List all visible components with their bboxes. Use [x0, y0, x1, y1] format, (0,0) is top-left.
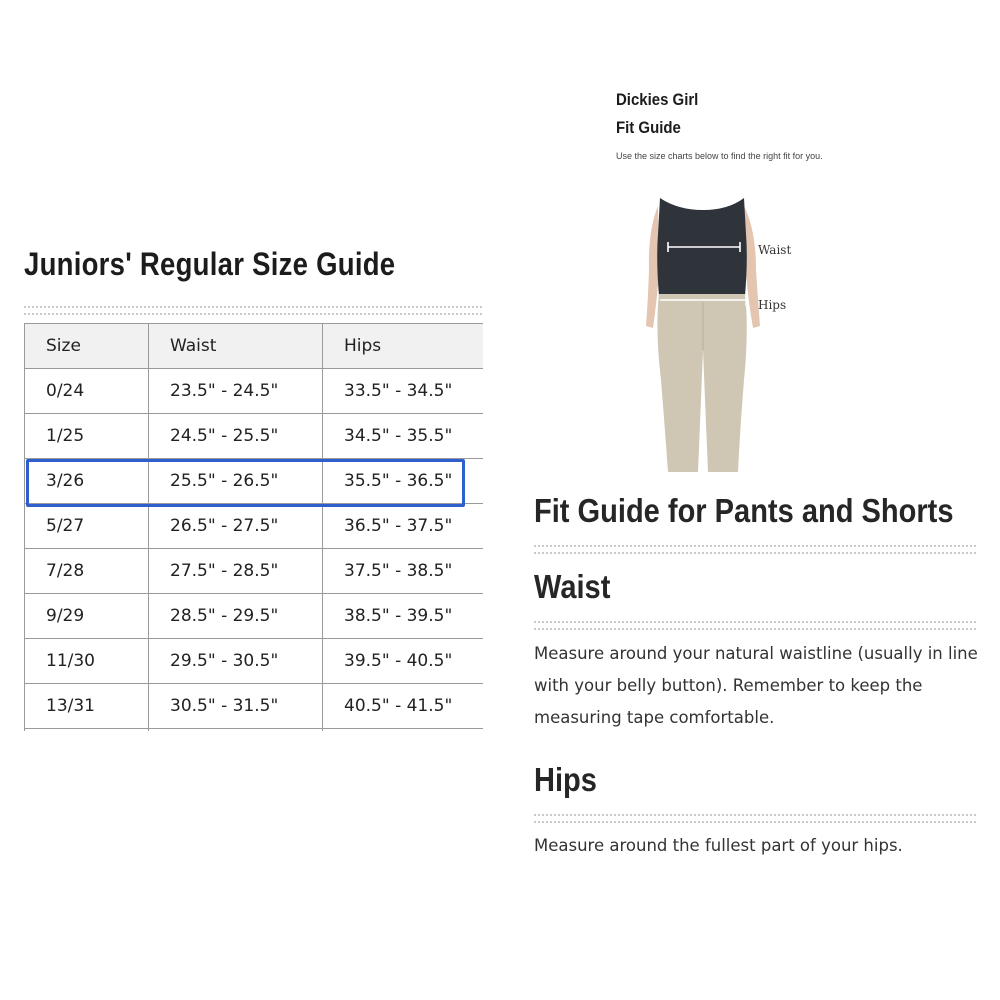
model-figure-image: [638, 190, 768, 472]
fit-card-title-line1: Dickies Girl: [616, 90, 699, 109]
table-cutoff-cell: [149, 729, 323, 732]
table-row-highlighted: [25, 459, 483, 504]
waist-cell: 27.5" - 28.5": [149, 549, 323, 594]
column-header-waist: Waist: [149, 324, 323, 369]
waist-cell: 24.5" - 25.5": [149, 414, 323, 459]
waist-cell: 28.5" - 29.5": [149, 594, 323, 639]
size-cell: 13/31: [25, 684, 149, 729]
column-header-size: Size: [25, 324, 149, 369]
waist-instructions: Measure around your natural waistline (usually in line with your belly button). Remember to keep the measuring tape comfortable.: [534, 644, 978, 727]
size-cell: 11/30: [25, 639, 149, 684]
waist-cell: 25.5" - 26.5": [149, 459, 323, 504]
hips-heading: Hips: [534, 761, 597, 798]
hips-cell: 34.5" - 35.5": [323, 414, 483, 459]
waist-cell: 23.5" - 24.5": [149, 369, 323, 414]
hips-cell: 36.5" - 37.5": [323, 504, 483, 549]
table-row: [25, 639, 483, 684]
waist-heading: Waist: [534, 568, 611, 605]
khaki-pants: [657, 294, 746, 472]
table-row: [25, 414, 483, 459]
hips-cell: 33.5" - 34.5": [323, 369, 483, 414]
table-row: [25, 549, 483, 594]
table-row: [25, 369, 483, 414]
hips-cell: 38.5" - 39.5": [323, 594, 483, 639]
table-row: [25, 594, 483, 639]
size-guide-title: Juniors' Regular Size Guide: [24, 246, 396, 282]
table-row: [25, 684, 483, 729]
fit-card-title-line2: Fit Guide: [616, 118, 681, 137]
size-table: [24, 323, 483, 731]
size-cell: 0/24: [25, 369, 149, 414]
table-cutoff-cell: [323, 729, 483, 732]
table-cutoff-cell: [25, 729, 149, 732]
left-arm: [646, 206, 659, 328]
hips-divider: [534, 814, 976, 823]
hips-cell: 35.5" - 36.5": [323, 459, 483, 504]
column-header-hips: Hips: [323, 324, 483, 369]
size-cell: 3/26: [25, 459, 149, 504]
figure-label-waist: Waist: [758, 243, 792, 257]
fit-card-title: [616, 86, 698, 142]
title-divider: [24, 306, 482, 315]
size-cell: 5/27: [25, 504, 149, 549]
waist-cell: 26.5" - 27.5": [149, 504, 323, 549]
hips-cell: 39.5" - 40.5": [323, 639, 483, 684]
size-cell: 1/25: [25, 414, 149, 459]
waist-divider: [534, 621, 976, 630]
table-cutoff-row: [25, 729, 483, 732]
fit-card-subtitle: Use the size charts below to find the right fit for you.: [616, 151, 823, 161]
fit-guide-divider: [534, 545, 976, 554]
fit-guide-heading: Fit Guide for Pants and Shorts: [534, 492, 954, 529]
figure-label-hips: Hips: [758, 298, 787, 312]
waist-cell: 30.5" - 31.5": [149, 684, 323, 729]
table-header-row: [25, 324, 483, 369]
size-cell: 7/28: [25, 549, 149, 594]
hips-cell: 40.5" - 41.5": [323, 684, 483, 729]
hips-instructions: Measure around the fullest part of your hips.: [534, 836, 903, 855]
table-row: [25, 504, 483, 549]
size-cell: 9/29: [25, 594, 149, 639]
waist-cell: 29.5" - 30.5": [149, 639, 323, 684]
hips-cell: 37.5" - 38.5": [323, 549, 483, 594]
